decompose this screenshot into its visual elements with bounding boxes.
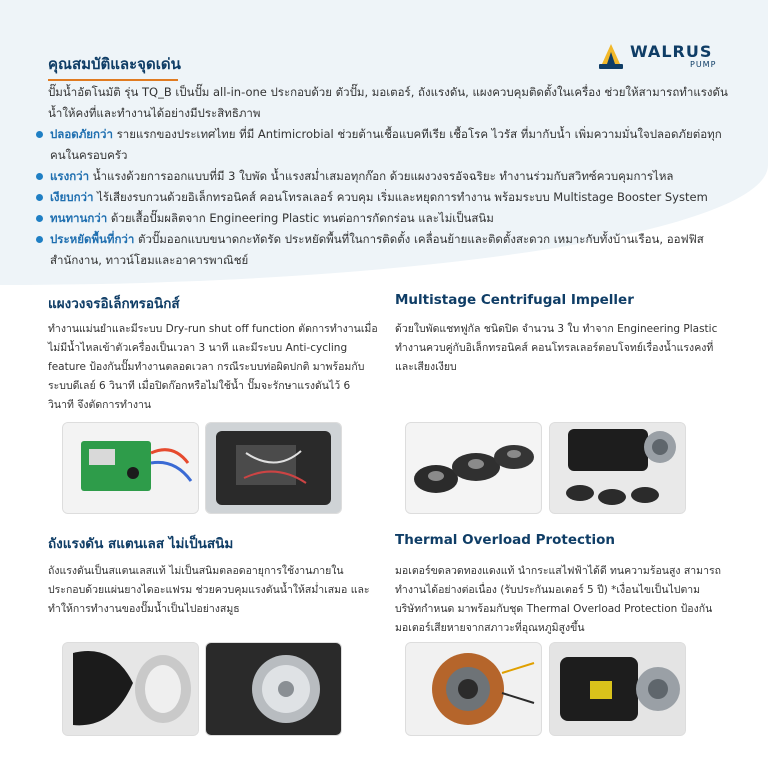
page-title: คุณสมบัติและจุดเด่น xyxy=(48,52,181,81)
bullet-icon xyxy=(36,215,43,222)
photo-motor-coil xyxy=(405,642,542,736)
section-text-electronic: ทำงานแม่นยำและมีระบบ Dry-run shut off function ตัดการทำงานเมื่อไม่มีน้ำไหลเข้าตัวเครื่องเป็นเวลา 3 นาที และมีระบบ Anti-cycling feature ป้องกันปั๊มทำงานตลอดเวลา กรณีระบบท่อผิดปกติ มาพร้อมกับระบบดีเลย์ 6 วินาที เมื่อปิดก๊อกหรือไม่ใช้น้ำ ปั๊มจะรักษาแรงดันไว้ 6 วินาที จึงตัดการทำงาน xyxy=(48,323,378,411)
walrus-logo-icon xyxy=(598,42,624,70)
feature-item xyxy=(36,208,736,229)
feature-text: น้ำแรงด้วยการออกแบบที่มี 3 ใบพัด น้ำแรงสม่ำเสมอทุกก๊อก ด้วยแผงวงจรอัจฉริยะ ทำงานร่วมกับสวิทซ์ควบคุมการไหล xyxy=(89,169,674,183)
section-text-impeller: ด้วยใบพัดแชทฟูกัล ชนิดปิด จำนวน 3 ใบ ทำจาก Engineering Plastic ทำงานควบคู่กับอิเล็กทรอนิคส์ คอนโทรลเลอร์ตอบโจทย์เรื่องน้ำแรงคงที่และเสียงเงียบ xyxy=(395,323,718,373)
brand-logo xyxy=(598,42,728,74)
section-title-impeller: Multistage Centrifugal Impeller xyxy=(395,292,634,308)
section-title-tank: ถังแรงดัน สแตนเลส ไม่เป็นสนิม xyxy=(48,536,234,552)
feature-item xyxy=(36,187,736,208)
feature-label: แรงกว่า xyxy=(50,169,90,183)
photo-tank-cutaway xyxy=(62,642,199,736)
logo-text: WALRUS xyxy=(630,42,713,61)
photo-controller-housing xyxy=(205,422,342,514)
photo-stainless-tank xyxy=(205,642,342,736)
photo-motor-unit xyxy=(549,642,686,736)
feature-text: รายแรกของประเทศไทย ที่มี Antimicrobial ช่วยต้านเชื้อแบคทีเรีย เชื้อโรค ไวรัส ที่มากับน้ำ เพิ่มความมั่นใจปลอดภัยต่อทุกคนในครอบครัว xyxy=(50,127,722,162)
section-title-electronic: แผงวงจรอิเล็กทรอนิกส์ xyxy=(48,296,180,312)
photo-impellers xyxy=(405,422,542,514)
intro-paragraph: ปั๊มน้ำอัตโนมัติ รุ่น TQ_B เป็นปั๊ม all-in-one ประกอบด้วย ตัวปั๊ม, มอเตอร์, ถังแรงดัน, แผงควบคุมติดตั้งในเครื่อง ช่วยให้สามารถทำแรงดันน้ำให้คงที่และทำงานได้อย่างมีประสิทธิภาพ xyxy=(48,85,728,120)
feature-item xyxy=(36,166,736,187)
feature-label: ทนทานกว่า xyxy=(50,211,108,225)
bullet-icon xyxy=(36,131,43,138)
section-title-thermal: Thermal Overload Protection xyxy=(395,532,616,548)
feature-list xyxy=(36,124,736,271)
section-text-thermal: มอเตอร์ขดลวดทองแดงแท้ นำกระแสไฟฟ้าได้ดี ทนความร้อนสูง สามารถทำงานได้อย่างต่อเนื่อง (รับประกันมอเตอร์ 5 ปี) *เงื่อนไขเป็นไปตามบริษัทกำหนด มาพร้อมกับชุด Thermal Overload Protection ป้องกันมอเตอร์เสียหายจากสภาวะที่อุณหภูมิสูงขึ้น xyxy=(395,565,721,634)
bullet-icon xyxy=(36,173,43,180)
feature-label: เงียบกว่า xyxy=(50,190,94,204)
bullet-icon xyxy=(36,194,43,201)
photo-pump-assembly xyxy=(549,422,686,514)
feature-label: ปลอดภัยกว่า xyxy=(50,127,113,141)
feature-text: ด้วยเสื้อปั๊มผลิตจาก Engineering Plastic ทนต่อการกัดกร่อน และไม่เป็นสนิม xyxy=(107,211,494,225)
feature-text: ไร้เสียงรบกวนด้วยอิเล็กทรอนิคส์ คอนโทรลเลอร์ ควบคุม เริ่มและหยุดการทำงาน พร้อมระบบ Multistage Booster System xyxy=(93,190,708,204)
logo-subtext: PUMP xyxy=(690,60,717,69)
feature-item xyxy=(36,229,736,271)
feature-item xyxy=(36,124,736,166)
feature-label: ประหยัดพื้นที่กว่า xyxy=(50,232,135,246)
section-text-tank: ถังแรงดันเป็นสแตนเลสแท้ ไม่เป็นสนิมตลอดอายุการใช้งานภายในประกอบด้วยแผ่นยางไดอะแฟรม ช่วยควบคุมแรงดันน้ำให้สม่ำเสมอ และทำให้การทำงานของปั๊มน้ำเป็นไปอย่างสมูธ xyxy=(48,565,370,615)
photo-circuit-board xyxy=(62,422,199,514)
feature-text: ตัวปั๊มออกแบบขนาดกะทัดรัด ประหยัดพื้นที่ในการติดตั้ง เคลื่อนย้ายและติดตั้งสะดวก เหมาะกับทั้งบ้านเรือน, ออฟฟิส สำนักงาน, ทาวน์โฮมและอาคารพาณิชย์ xyxy=(50,232,704,267)
bullet-icon xyxy=(36,236,43,243)
